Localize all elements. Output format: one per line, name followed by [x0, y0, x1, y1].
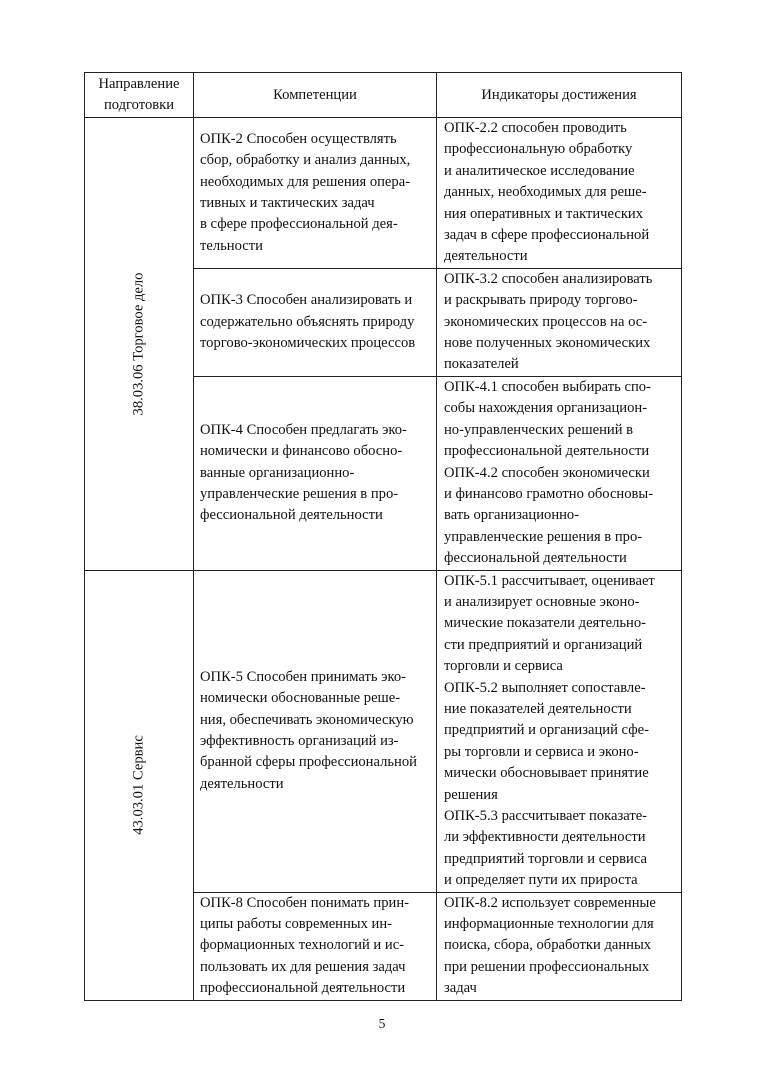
direction-cell [85, 118, 194, 571]
indicator-line: предприятий торговли и сервиса [444, 850, 647, 867]
competency-cell [194, 376, 437, 570]
direction-label: 38.03.06 Торговое дело [130, 272, 147, 416]
table-row [85, 570, 682, 892]
indicator-line: ОПК-5.3 рассчитывает показате- [444, 808, 648, 824]
indicator-line: собы нахождения организацион- [444, 400, 648, 417]
indicator-line: деятельности [444, 248, 528, 265]
indicator-line: задач в сфере профессиональной [444, 227, 650, 244]
competency-line: сбор, обработку и анализ данных, [200, 152, 411, 169]
competency-cell [194, 268, 437, 376]
indicator-line: ОПК-4.2 способен экономически [444, 464, 650, 481]
competency-line: деятельности [200, 775, 284, 792]
competency-line: ОПК-5 Способен принимать эко- [200, 668, 406, 685]
indicator-cell [437, 892, 682, 1000]
competency-line: номически обоснованные реше- [200, 690, 401, 707]
competency-line: тивных и тактических задач [200, 194, 375, 211]
indicator-line: ОПК-5.2 выполняет сопоставле- [444, 679, 646, 696]
indicator-line: ры торговли и сервиса и эконо- [444, 743, 639, 760]
indicator-line: ОПК-3.2 способен анализировать [444, 270, 653, 287]
competency-line: ния, обеспечивать экономическую [200, 711, 414, 728]
indicator-line: но-управленческих решений в [444, 421, 634, 438]
indicator-line: профессиональной деятельности [444, 443, 650, 460]
competency-line: ОПК-3 Способен анализировать и [200, 292, 413, 309]
indicator-cell [437, 570, 682, 892]
indicator-line: сти предприятий и организаций [444, 636, 643, 653]
indicator-cell [437, 376, 682, 570]
competency-line: содержательно объяснять природу [200, 313, 415, 330]
indicator-line: ние показателей деятельности [444, 700, 632, 717]
indicator-line: информационные технологии для [444, 916, 654, 933]
competency-line: в сфере профессиональной дея- [200, 216, 398, 233]
indicator-line: мические показатели деятельно- [444, 615, 647, 632]
indicator-line: данных, необходимых для реше- [444, 184, 647, 201]
indicator-line: и определяет пути их прироста [444, 872, 638, 889]
indicator-cell [437, 268, 682, 376]
indicator-line: управленческие решения в про- [444, 528, 643, 545]
competency-line: ванные организационно- [200, 464, 355, 481]
indicator-line: ли эффективности деятельности [444, 829, 646, 846]
header-indicators: Индикаторы достижения [437, 73, 682, 118]
competency-line: ОПК-2 Способен осуществлять [200, 130, 397, 147]
indicator-line: поиска, сбора, обработки данных [444, 937, 652, 954]
indicator-line: фессиональной деятельности [444, 550, 627, 567]
competency-line: ОПК-4 Способен предлагать эко- [200, 421, 407, 438]
indicator-line: профессиональную обработку [444, 141, 633, 158]
indicator-line: и анализирует основные эконо- [444, 593, 640, 610]
direction-label: 43.03.01 Сервис [130, 735, 147, 835]
header-direction-line: Направление [98, 76, 180, 92]
competency-line: пользовать их для решения задач [200, 958, 406, 975]
indicator-line: предприятий и организаций сфе- [444, 722, 649, 739]
indicator-line: показателей [444, 356, 519, 373]
indicator-line: мически обосновывает принятие [444, 765, 649, 782]
competency-cell [194, 892, 437, 1000]
competencies-table [84, 72, 682, 1001]
competency-line: ОПК-8 Способен понимать прин- [200, 894, 409, 911]
indicator-line: при решении профессиональных [444, 958, 650, 975]
table-header-row [85, 73, 682, 118]
header-direction [85, 73, 194, 118]
header-competencies: Компетенции [194, 73, 437, 118]
competency-line: номически и финансово обосно- [200, 443, 403, 460]
indicator-line: задач [444, 980, 477, 997]
competency-cell [194, 118, 437, 269]
table-row [85, 118, 682, 269]
competency-line: торгово-экономических процессов [200, 335, 416, 352]
indicator-line: решения [444, 786, 498, 803]
indicator-line: ОПК-2.2 способен проводить [444, 120, 627, 136]
competency-line: бранной сферы профессиональной [200, 754, 417, 771]
indicator-line: экономических процессов на ос- [444, 313, 648, 330]
indicator-line: ния оперативных и тактических [444, 205, 644, 222]
competency-line: формационных технологий и ис- [200, 937, 405, 954]
indicator-line: нове полученных экономических [444, 335, 651, 352]
indicator-line: ОПК-4.1 способен выбирать спо- [444, 378, 651, 395]
indicator-line: ОПК-5.1 рассчитывает, оценивает [444, 572, 655, 589]
indicator-line: и аналитическое исследование [444, 162, 635, 179]
header-direction-line: подготовки [103, 97, 175, 113]
page-number: 5 [378, 1016, 386, 1031]
indicator-line: торговли и сервиса [444, 658, 563, 675]
competency-line: ципы работы современных ин- [200, 916, 393, 933]
competency-line: необходимых для решения опера- [200, 173, 411, 190]
competency-line: тельности [200, 237, 263, 254]
competency-line: эффективность организаций из- [200, 733, 399, 750]
competency-line: профессиональной деятельности [200, 980, 406, 997]
indicator-line: и раскрывать природу торгово- [444, 292, 638, 309]
competency-line: управленческие решения в про- [200, 485, 399, 502]
competency-line: фессиональной деятельности [200, 507, 383, 524]
competency-cell [194, 570, 437, 892]
indicator-cell [437, 118, 682, 269]
indicator-line: ОПК-8.2 использует современные [444, 894, 656, 911]
indicator-line: вать организационно- [444, 507, 580, 524]
indicator-line: и финансово грамотно обосновы- [444, 485, 654, 502]
direction-cell [85, 570, 194, 1000]
